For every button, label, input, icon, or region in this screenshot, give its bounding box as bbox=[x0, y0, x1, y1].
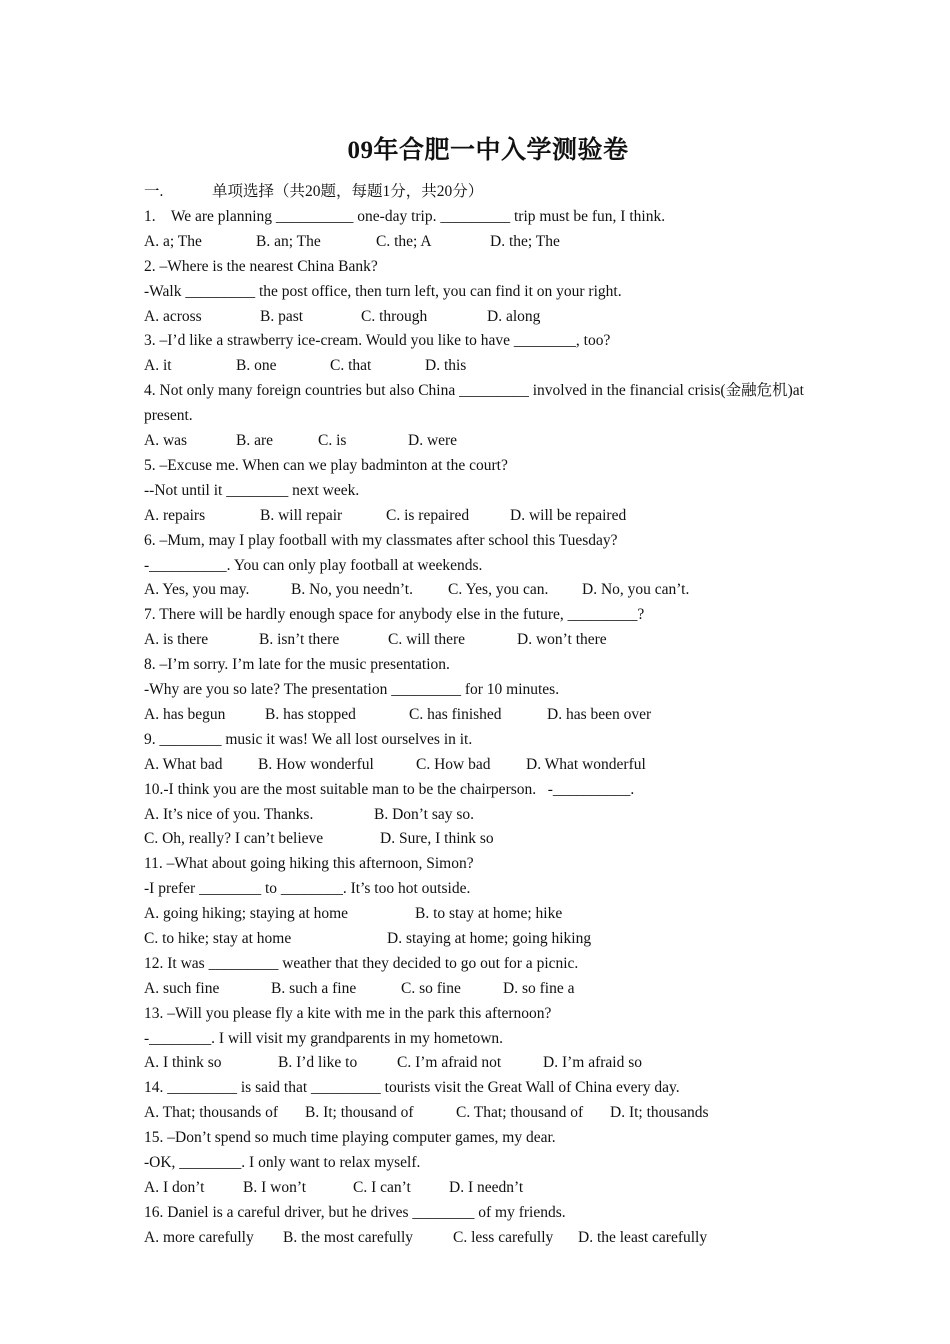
question-stem: 15. –Don’t spend so much time playing computer games, my dear. bbox=[144, 1129, 556, 1147]
option: D. this bbox=[425, 357, 467, 375]
option: C. How bad bbox=[416, 755, 491, 773]
question-stem: 2. –Where is the nearest China Bank? bbox=[144, 257, 378, 275]
question-stem: 16. Daniel is a careful driver, but he drives ________ of my friends. bbox=[144, 1203, 566, 1221]
question-stem: 11. –What about going hiking this afternoon, Simon? bbox=[144, 855, 474, 873]
option: D. It; thousands bbox=[610, 1104, 709, 1122]
section-number: 一. bbox=[144, 183, 164, 200]
option: A. That; thousands of bbox=[144, 1104, 279, 1122]
option: D. staying at home; going hiking bbox=[387, 929, 592, 947]
page-title: 09年合肥一中入学测验卷 bbox=[347, 137, 629, 164]
option: D. Sure, I think so bbox=[380, 830, 494, 848]
option: B. will repair bbox=[260, 506, 343, 524]
option: B. past bbox=[260, 307, 304, 325]
exam-page bbox=[144, 130, 824, 1251]
option: C. less carefully bbox=[453, 1228, 554, 1246]
option: C. the; A bbox=[376, 232, 432, 250]
question-stem: -I prefer ________ to ________. It’s too hot outside. bbox=[144, 880, 471, 898]
option: B. the most carefully bbox=[283, 1228, 413, 1246]
option: D. so fine a bbox=[503, 979, 575, 997]
options-row bbox=[144, 827, 824, 852]
options-row bbox=[144, 504, 824, 529]
option: B. one bbox=[236, 357, 277, 375]
question-stem: 3. –I’d like a strawberry ice-cream. Would you like to have ________, too? bbox=[144, 332, 611, 350]
option: A. a; The bbox=[144, 232, 202, 250]
option: B. an; The bbox=[256, 232, 321, 250]
option: B. are bbox=[236, 432, 274, 449]
question-stem: 12. It was _________ weather that they decided to go out for a picnic. bbox=[144, 954, 579, 972]
question-stem: 14. _________ is said that _________ tourists visit the Great Wall of China every day. bbox=[144, 1079, 680, 1097]
question-stem: 8. –I’m sorry. I’m late for the music presentation. bbox=[144, 656, 450, 674]
options-row bbox=[144, 305, 824, 330]
options-row bbox=[144, 803, 824, 828]
option: C. will there bbox=[388, 631, 466, 649]
option: A. going hiking; staying at home bbox=[144, 905, 349, 923]
option: B. How wonderful bbox=[258, 755, 374, 773]
option: D. the; The bbox=[490, 232, 560, 250]
options-row bbox=[144, 753, 824, 778]
option: A. I don’t bbox=[144, 1178, 205, 1196]
option: C. That; thousand of bbox=[456, 1104, 584, 1122]
option: D. No, you can’t. bbox=[582, 581, 690, 599]
question-stem: 10.-I think you are the most suitable man to be the chairperson. -__________. bbox=[144, 780, 635, 798]
options-row bbox=[144, 902, 824, 927]
option: A. such fine bbox=[144, 979, 220, 997]
option: D. were bbox=[408, 432, 458, 449]
options-row bbox=[144, 354, 824, 379]
option: C. I can’t bbox=[353, 1178, 411, 1196]
option: B. isn’t there bbox=[259, 631, 340, 649]
question-stem: -__________. You can only play football at weekends. bbox=[144, 556, 483, 574]
option: A. I think so bbox=[144, 1054, 222, 1072]
question-stem: 4. Not only many foreign countries but also China _________ involved in the financial crisis(金融危机)at present. bbox=[144, 382, 804, 425]
option: D. has been over bbox=[547, 705, 652, 723]
option: C. that bbox=[330, 357, 372, 375]
options-row bbox=[144, 628, 824, 653]
question-stem: 5. –Excuse me. When can we play badminton at the court? bbox=[144, 456, 508, 474]
option: C. is bbox=[318, 432, 347, 449]
option: C. has finished bbox=[409, 705, 502, 723]
options-row bbox=[144, 977, 824, 1002]
option: C. to hike; stay at home bbox=[144, 929, 292, 947]
question-stem: -Why are you so late? The presentation _________ for 10 minutes. bbox=[144, 681, 560, 698]
option: A. was bbox=[144, 432, 188, 449]
option: B. Don’t say so. bbox=[374, 805, 475, 823]
option: A. more carefully bbox=[144, 1228, 254, 1246]
option: C. so fine bbox=[401, 979, 461, 997]
option: A. It’s nice of you. Thanks. bbox=[144, 805, 314, 823]
question-stem: 13. –Will you please fly a kite with me in the park this afternoon? bbox=[144, 1004, 552, 1022]
question-stem: -Walk _________ the post office, then turn left, you can find it on your right. bbox=[144, 282, 622, 300]
question-stem: -OK, ________. I only want to relax myself. bbox=[144, 1154, 421, 1172]
option: B. It; thousand of bbox=[305, 1104, 414, 1122]
option: C. Oh, really? I can’t believe bbox=[144, 830, 324, 848]
option: D. won’t there bbox=[517, 631, 607, 649]
option: D. I’m afraid so bbox=[543, 1054, 642, 1072]
option: B. to stay at home; hike bbox=[415, 905, 563, 923]
options-row bbox=[144, 1176, 824, 1201]
option: D. the least carefully bbox=[578, 1228, 708, 1246]
option: C. is repaired bbox=[386, 506, 470, 524]
options-row bbox=[144, 1101, 824, 1126]
option: A. Yes, you may. bbox=[144, 581, 250, 599]
question-stem: 1. We are planning __________ one-day trip. _________ trip must be fun, I think. bbox=[144, 207, 666, 225]
section-label: 单项选择（共20题，每题1分，共20分） bbox=[212, 183, 484, 200]
options-row bbox=[144, 578, 824, 603]
section-heading bbox=[144, 180, 824, 205]
option: A. is there bbox=[144, 631, 209, 649]
option: A. What bad bbox=[144, 755, 223, 773]
option: A. has begun bbox=[144, 705, 226, 723]
option: C. through bbox=[361, 307, 428, 325]
option: A. across bbox=[144, 307, 202, 325]
option: D. What wonderful bbox=[526, 755, 646, 773]
options-row bbox=[144, 1226, 824, 1251]
option: B. has stopped bbox=[265, 705, 356, 723]
option: C. I’m afraid not bbox=[397, 1054, 502, 1072]
option: B. I’d like to bbox=[278, 1054, 358, 1072]
question-stem: -________. I will visit my grandparents in my hometown. bbox=[144, 1029, 504, 1047]
option: B. I won’t bbox=[243, 1178, 307, 1196]
question-stem: 6. –Mum, may I play football with my classmates after school this Tuesday? bbox=[144, 531, 618, 549]
options-row bbox=[144, 230, 824, 255]
option: B. No, you needn’t. bbox=[291, 581, 413, 599]
option: D. along bbox=[487, 307, 541, 325]
option: B. such a fine bbox=[271, 979, 357, 997]
option: D. I needn’t bbox=[449, 1178, 524, 1196]
question-stem: 9. ________ music it was! We all lost ourselves in it. bbox=[144, 730, 473, 748]
question-stem: 7. There will be hardly enough space for anybody else in the future, _________? bbox=[144, 606, 645, 624]
options-row bbox=[144, 1051, 824, 1076]
question-stem: --Not until it ________ next week. bbox=[144, 481, 360, 499]
options-row bbox=[144, 429, 824, 454]
option: D. will be repaired bbox=[510, 506, 627, 524]
option: A. it bbox=[144, 357, 172, 375]
option: A. repairs bbox=[144, 506, 206, 524]
option: C. Yes, you can. bbox=[448, 581, 549, 599]
options-row bbox=[144, 703, 824, 728]
options-row bbox=[144, 927, 824, 952]
